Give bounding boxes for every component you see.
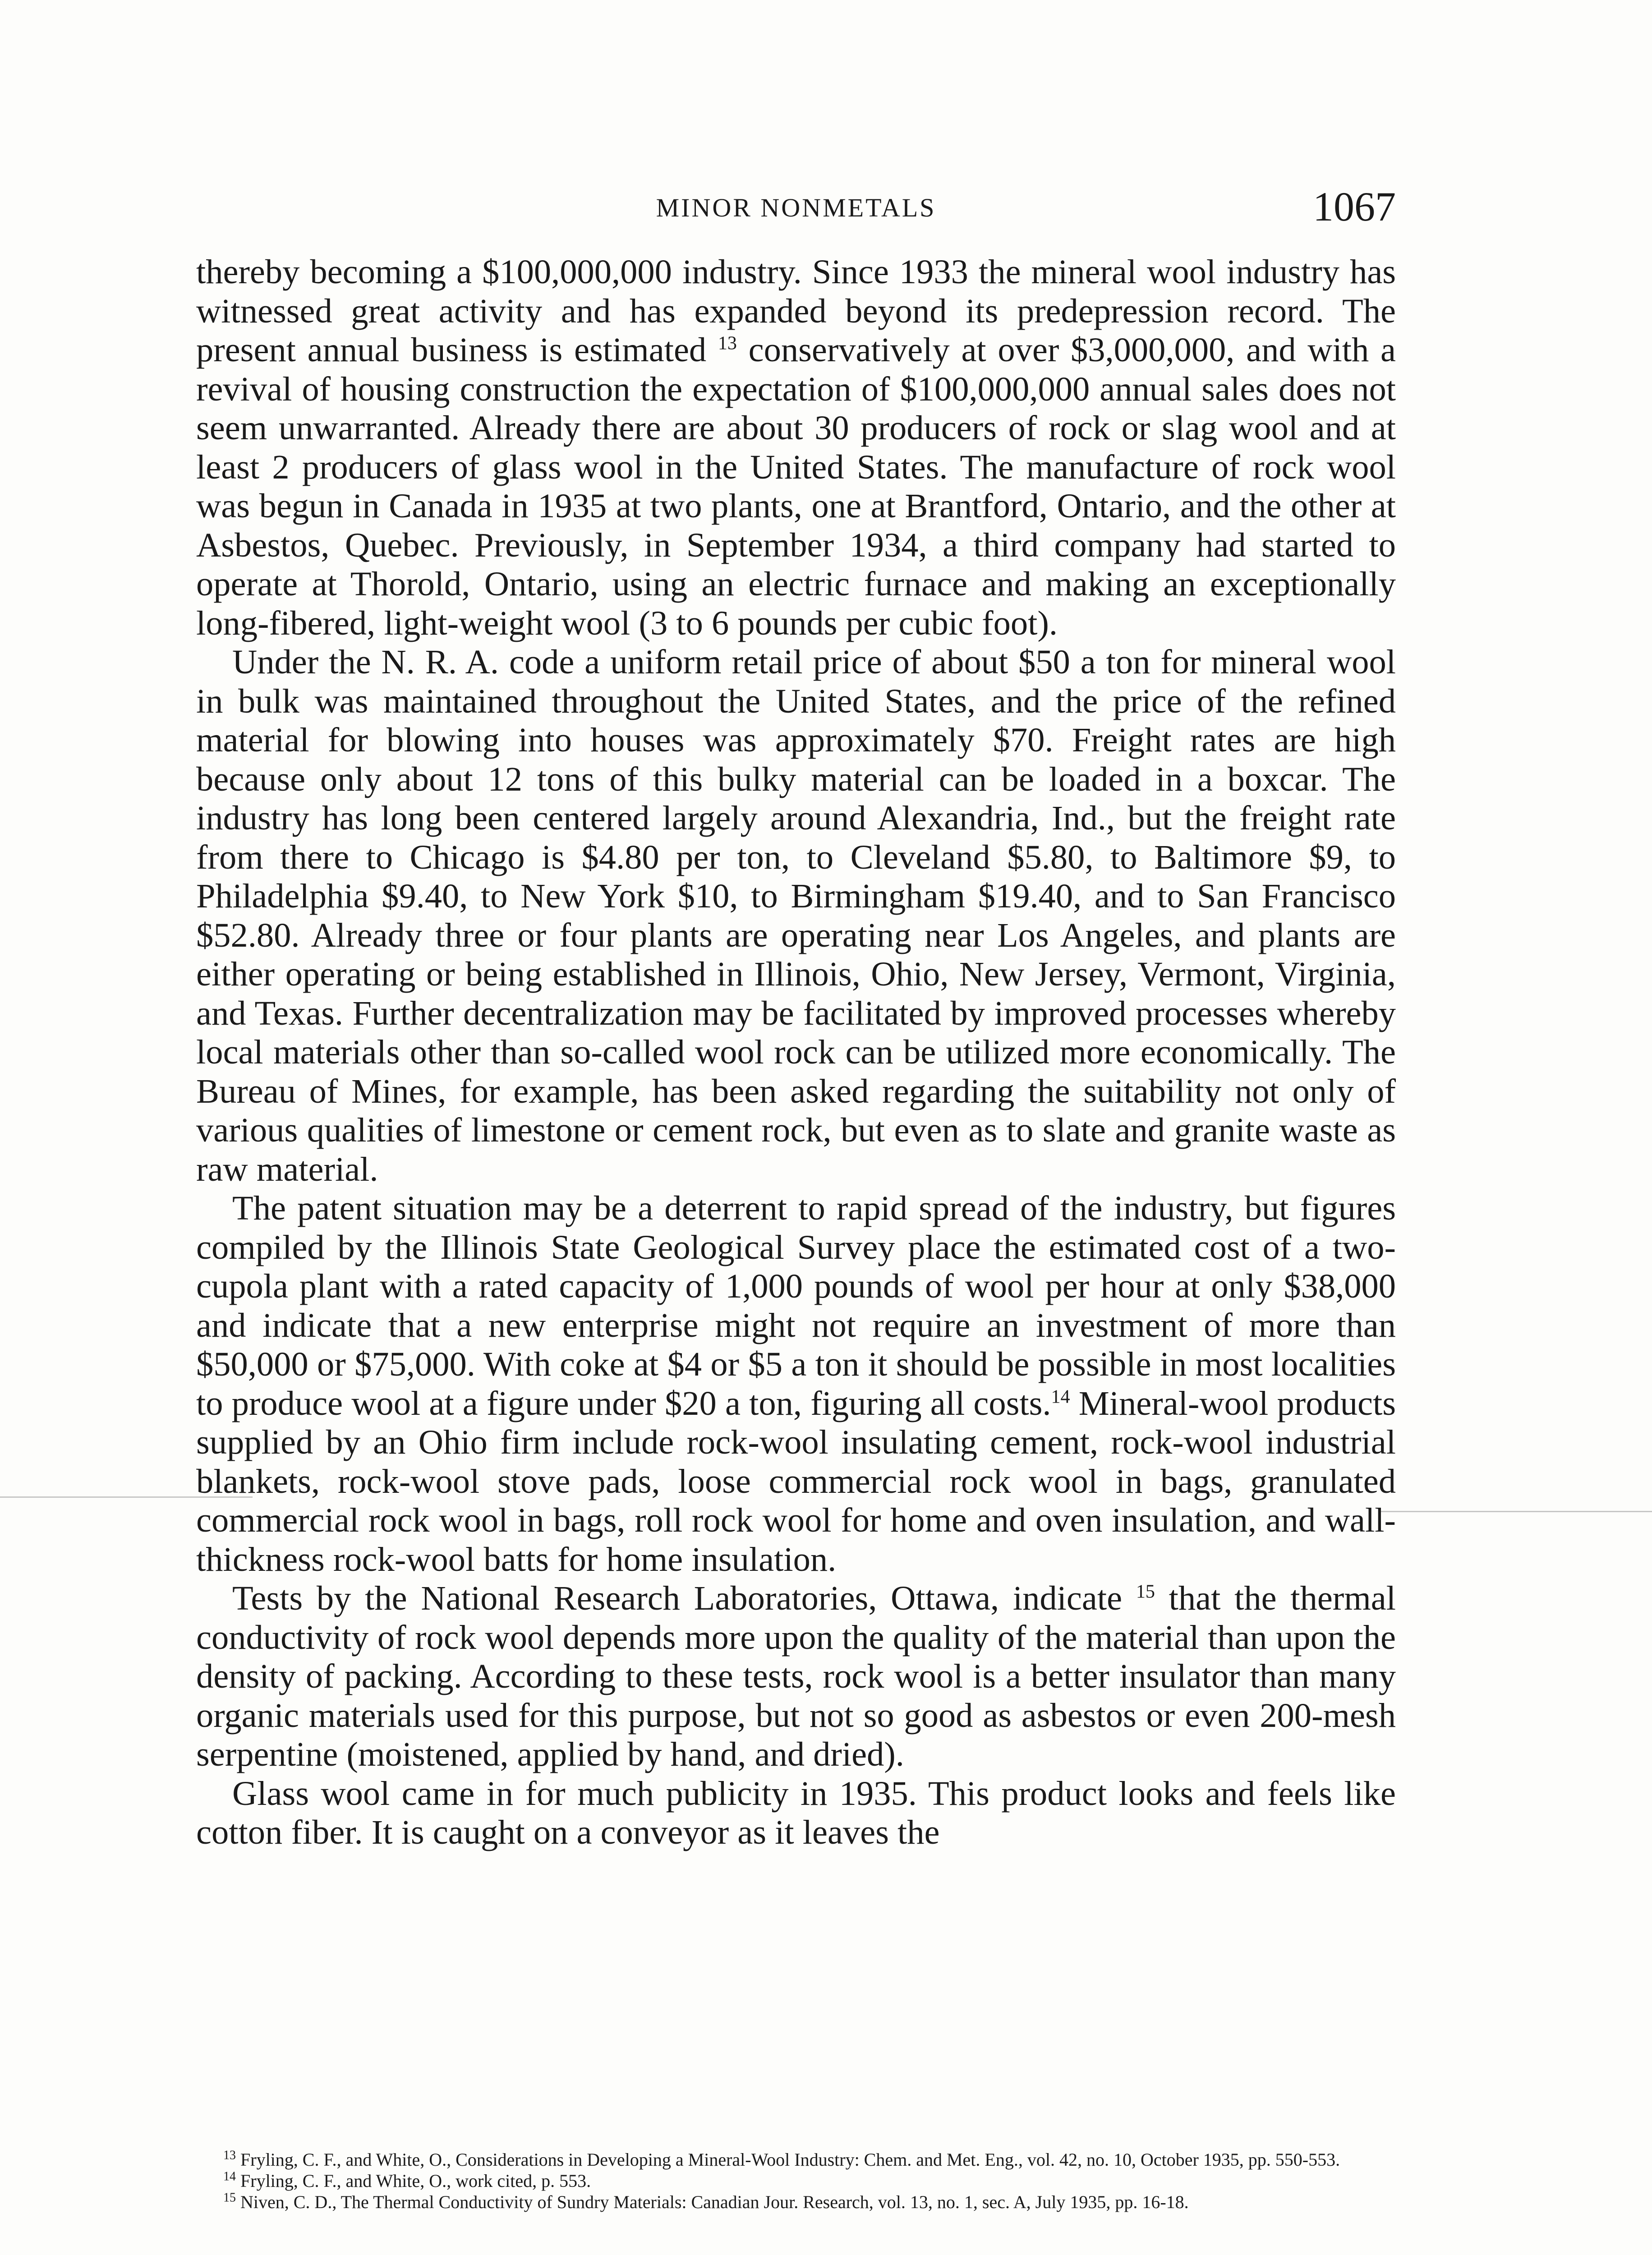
page-number: 1067: [1313, 184, 1396, 230]
body-text: [196, 253, 1396, 1852]
footnote-reference: 14: [1051, 1386, 1070, 1407]
footnote-text: Fryling, C. F., and White, O., Considerations in Developing a Mineral-Wool Industry: Chem. and Met. Eng., vol. 42, no. 10, October 1935, pp. 550-553.: [236, 2149, 1340, 2170]
paragraph-text: Mineral-wool products supplied by an Ohio firm include rock-wool insulating cement, rock-wool industrial blankets, rock-wool stove pads, loose commercial rock wool in bags, granulated commercial rock wool in bags, roll rock wool for home and oven insulation, and wall-thickness rock-wool batts for home insulation.: [196, 1384, 1396, 1578]
footnote: [196, 2170, 1396, 2191]
footnote-text: Niven, C. D., The Thermal Conductivity of Sundry Materials: Canadian Jour. Research, vol. 13, no. 1, sec. A, July 1935, pp. 16-18.: [236, 2192, 1189, 2212]
body-paragraph: [196, 1774, 1396, 1852]
footnote-mark: 13: [223, 2148, 236, 2163]
paragraph-text: thereby becoming a $100,000,000 industry. Since 1933 the mineral wool industry has witnessed great activity and has expanded beyond its predepression record. The present annual business is estimated: [196, 253, 1396, 369]
footnote-mark: 15: [223, 2191, 236, 2205]
paragraph-text: that the thermal conductivity of rock wool depends more upon the quality of the material than upon the density of packing. According to these tests, rock wool is a better insulator than many organic materials used for this purpose, but not so good as asbestos or even 200-mesh serpentine (moistened, applied by hand, and dried).: [196, 1579, 1396, 1773]
page-header: [196, 183, 1396, 232]
footnote-mark: 14: [223, 2169, 236, 2184]
paragraph-text: The patent situation may be a deterrent to rapid spread of the industry, but figures compiled by the Illinois State Geological Survey place the estimated cost of a two-cupola plant with a rated capacity of 1,000 pounds of wool per hour at only $38,000 and indicate that a new enterprise might not require an investment of more than $50,000 or $75,000. With coke at $4 or $5 a ton it should be possible in most localities to produce wool at a figure under $20 a ton, figuring all costs.: [196, 1189, 1396, 1422]
paragraph-text: conservatively at over $3,000,000, and with a revival of housing construction the expectation of $100,000,000 annual sales does not seem unwarranted. Already there are about 30 producers of rock or slag wool and at least 2 producers of glass wool in the United States. The manufacture of rock wool was begun in Canada in 1935 at two plants, one at Brantford, Ontario, and the other at Asbestos, Quebec. Previously, in September 1934, a third company had started to operate at Thorold, Ontario, using an electric furnace and making an exceptionally long-fibered, light-weight wool (3 to 6 pounds per cubic foot).: [196, 331, 1396, 642]
paragraph-text: Glass wool came in for much publicity in 1935. This product looks and feels like cotton fiber. It is caught on a conveyor as it leaves the: [196, 1774, 1396, 1851]
footnote-text: Fryling, C. F., and White, O., work cited, p. 553.: [236, 2171, 591, 2191]
body-paragraph: [196, 253, 1396, 643]
body-paragraph: [196, 1579, 1396, 1774]
footnote: [196, 2149, 1396, 2170]
running-head: MINOR NONMETALS: [656, 193, 936, 222]
paragraph-text: Tests by the National Research Laboratories, Ottawa, indicate: [232, 1579, 1136, 1617]
footnote-reference: 13: [718, 333, 737, 354]
scan-artifact-line: [1380, 1511, 1652, 1512]
footnote: [196, 2191, 1396, 2213]
body-paragraph: [196, 1189, 1396, 1579]
footnotes: [196, 2149, 1396, 2213]
body-paragraph: [196, 643, 1396, 1189]
paragraph-text: Under the N. R. A. code a uniform retail price of about $50 a ton for mineral wool in bulk was maintained throughout the United States, and the price of the refined material for blowing into houses was approximately $70. Freight rates are high because only about 12 tons of this bulky material can be loaded in a boxcar. The industry has long been centered largely around Alexandria, Ind., but the freight rate from there to Chicago is $4.80 per ton, to Cleveland $5.80, to Baltimore $9, to Philadelphia $9.40, to New York $10, to Birmingham $19.40, and to San Francisco $52.80. Already three or four plants are operating near Los Angeles, and plants are either operating or being established in Illinois, Ohio, New Jersey, Vermont, Virginia, and Texas. Further decentralization may be facilitated by improved processes whereby local materials other than so-called wool rock can be utilized more economically. The Bureau of Mines, for example, has been asked regarding the suitability not only of various qualities of limestone or cement rock, but even as to slate and granite waste as raw material.: [196, 643, 1396, 1188]
footnote-reference: 15: [1136, 1581, 1155, 1602]
